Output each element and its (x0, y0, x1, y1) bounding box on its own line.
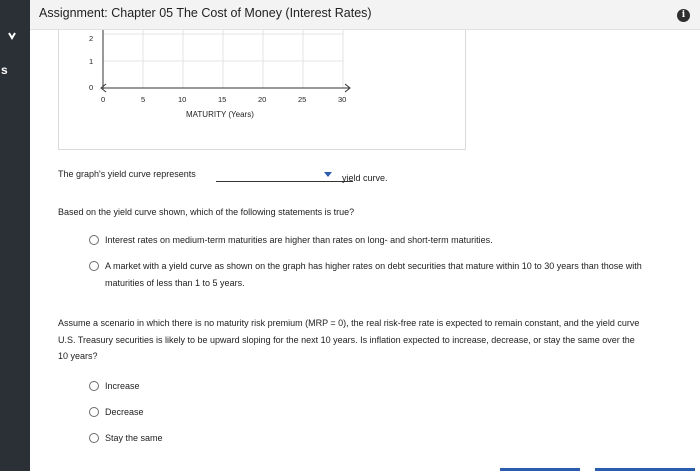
question-3-prompt (58, 315, 700, 365)
x-tick: 20 (258, 95, 267, 104)
x-tick: 0 (101, 95, 106, 104)
y-tick: 2 (89, 34, 94, 43)
question-2-prompt: Based on the yield curve shown, which of the following statements is true? (58, 207, 355, 217)
stay-the-same-label[interactable]: Stay the same (105, 433, 163, 443)
yield-curve-type-dropdown[interactable] (216, 181, 353, 182)
x-tick: 15 (218, 95, 227, 104)
page-title: Assignment: Chapter 05 The Cost of Money (Interest Rates) (39, 6, 372, 20)
option-1-label[interactable]: Interest rates on medium-term maturities are higher than rates on long- and short-term maturities. (105, 235, 493, 245)
question-3-line: 10 years? (58, 351, 98, 361)
option-2-label-line2[interactable]: maturities of less than 1 to 5 years. (105, 278, 245, 288)
x-axis-title: MATURITY (Years) (186, 110, 254, 119)
info-icon[interactable]: i (677, 9, 690, 22)
option-2-label-line1[interactable]: A market with a yield curve as shown on the graph has higher rates on debt securities that mature within 10 to 30 years than those with (105, 261, 642, 271)
question-3-line: Assume a scenario in which there is no maturity risk premium (MRP = 0), the real risk-free rate is expected to remain constant, and the yield curve (58, 318, 640, 328)
question-3-line: U.S. Treasury securities is likely to be upward sloping for the next 10 years. Is inflation expected to increase, decrease, or stay the same over the (58, 334, 635, 345)
question-1-suffix: yield curve. (342, 173, 388, 183)
x-tick: 5 (141, 95, 146, 104)
option-1-radio[interactable] (89, 235, 99, 245)
chevron-right-icon[interactable] (6, 30, 20, 44)
dropdown-arrow-icon[interactable] (324, 172, 332, 177)
y-tick: 0 (89, 83, 94, 92)
stay-the-same-radio[interactable] (89, 433, 99, 443)
graph-svg (59, 30, 467, 150)
x-tick: 25 (298, 95, 307, 104)
x-tick: 30 (338, 95, 347, 104)
left-sidebar (0, 0, 30, 471)
y-tick: 1 (89, 57, 94, 66)
main-content (30, 30, 700, 471)
decrease-label[interactable]: Decrease (105, 407, 144, 417)
decrease-radio[interactable] (89, 407, 99, 417)
increase-radio[interactable] (89, 381, 99, 391)
x-tick: 10 (178, 95, 187, 104)
graph-grid (103, 30, 343, 88)
yield-curve-graph[interactable] (58, 30, 466, 150)
title-bar (30, 0, 700, 30)
increase-label[interactable]: Increase (105, 381, 140, 391)
option-2-radio[interactable] (89, 261, 99, 271)
sidebar-letter: s (1, 63, 8, 77)
question-1-prefix: The graph's yield curve represents (58, 169, 196, 179)
